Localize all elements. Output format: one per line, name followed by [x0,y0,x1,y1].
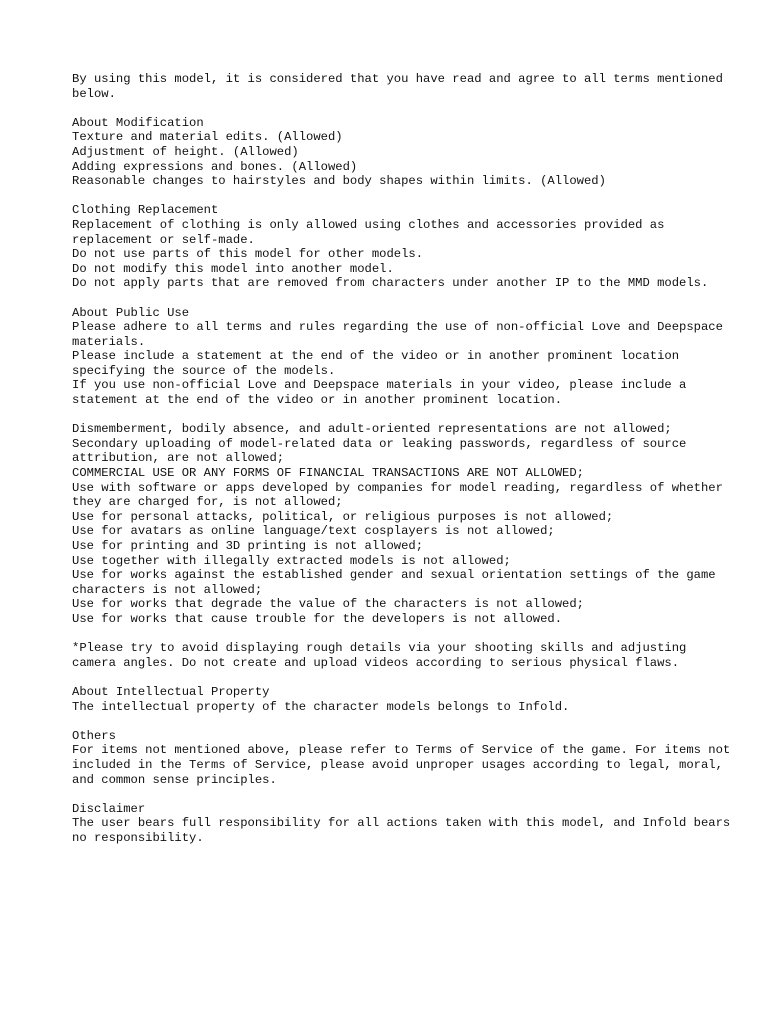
rule-line: Please include a statement at the end of the video or in another prominent location specifying the source of the models. [72,349,687,378]
others-section [72,728,738,787]
ip-section [72,685,732,714]
rule-line: Use for printing and 3D printing is not allowed; [72,539,424,553]
rule-line: Do not apply parts that are removed from characters under another IP to the MMD models. [72,276,709,291]
clothing-section [72,203,732,291]
rule-line: Use for avatars as online language/text cosplayers is not allowed; [72,524,555,539]
rule-line: Use for personal attacks, political, or religious purposes is not allowed; [72,509,614,524]
rule-line: Adjustment of height. (Allowed) [72,144,299,159]
rule-line: Please adhere to all terms and rules regarding the use of non-official Love and Deepspace materials. [72,320,731,349]
rule-line: Use together with illegally extracted models is not allowed; [72,553,511,568]
rule-line: Replacement of clothing is only allowed using clothes and accessories provided as replacement or self-made. [72,217,672,247]
rule-line: For items not mentioned above, please refer to Terms of Service of the game. For items not included in the Terms of Service, please avoid unproper usages according to legal, moral, and common sense principles. [72,743,738,787]
rule-line: Do not modify this model into another model. [72,261,394,276]
section-heading: Clothing Replacement [72,203,219,218]
section-heading: Disclaimer [72,801,146,816]
restrictions-section [72,422,732,626]
disclaimer-section [72,801,738,846]
rule-line: Texture and material edits. (Allowed) [72,130,343,145]
intro-text: By using this model, it is considered that you have read and agree to all terms mentioned below. [72,72,731,101]
rule-line: Reasonable changes to hairstyles and body shapes within limits. (Allowed) [72,174,606,189]
rule-line: COMMERCIAL USE OR ANY FORMS OF FINANCIAL TRANSACTIONS ARE NOT ALLOWED; [72,466,584,481]
rule-line: Use for works against the established gender and sexual orientation settings of the game characters is not allowed; [72,568,723,597]
rule-line: Use with software or apps developed by companies for model reading, regardless of whether they are charged for, is not allowed; [72,480,731,510]
terms-document [72,72,738,860]
rule-line: Dismemberment, bodily absence, and adult-oriented representations are not allowed; [72,422,672,437]
section-heading: About Modification [72,115,204,130]
rule-line: Do not use parts of this model for other models. [72,247,424,262]
section-heading: About Intellectual Property [72,684,270,699]
rule-line: Secondary uploading of model-related data or leaking passwords, regardless of source attribution, are not allowed; [72,436,694,466]
rule-line: The user bears full responsibility for all actions taken with this model, and Infold bears no responsibility. [72,816,738,845]
rule-line: Use for works that cause trouble for the developers is not allowed. [72,611,563,626]
rule-line: If you use non-official Love and Deepspace materials in your video, please include a statement at the end of the video or in another prominent location. [72,378,694,408]
note-text: *Please try to avoid displaying rough details via your shooting skills and adjusting camera angles. Do not create and upload videos according to serious physical flaws. [72,641,694,670]
modification-section [72,116,732,189]
rule-line: The intellectual property of the character models belongs to Infold. [72,699,570,714]
public-use-section [72,306,732,408]
note-paragraph [72,641,732,670]
intro-paragraph [72,72,732,101]
section-heading: About Public Use [72,305,190,320]
rule-line: Use for works that degrade the value of the characters is not allowed; [72,597,584,612]
rule-line: Adding expressions and bones. (Allowed) [72,159,358,174]
section-heading: Others [72,728,116,743]
